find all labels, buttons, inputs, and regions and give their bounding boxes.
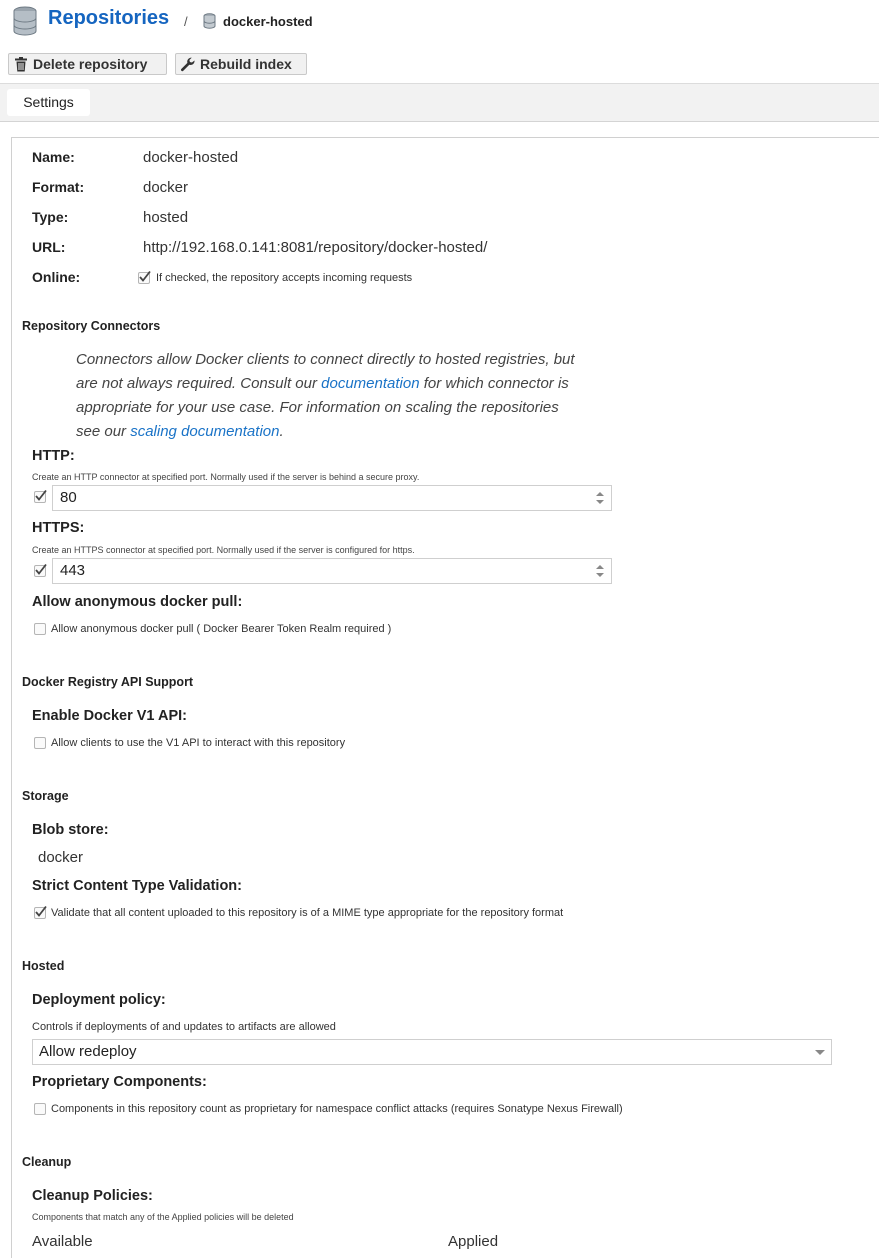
- anonymous-pull-checkbox[interactable]: [34, 623, 46, 635]
- spinner-icon[interactable]: [595, 490, 605, 506]
- url-value: http://192.168.0.141:8081/repository/docker-hosted/: [143, 239, 488, 256]
- database-icon: [12, 6, 38, 41]
- applied-list-header: Applied: [448, 1233, 499, 1250]
- checkmark-icon: [34, 563, 48, 577]
- cleanup-section-title: Cleanup: [22, 1155, 72, 1169]
- connectors-intro-text-3: .: [279, 423, 284, 440]
- checkmark-icon: [34, 905, 48, 919]
- delete-repository-button[interactable]: [8, 53, 167, 75]
- strict-validation-checkbox[interactable]: [34, 907, 46, 919]
- name-value: docker-hosted: [143, 149, 239, 166]
- online-help: If checked, the repository accepts incoming requests: [156, 272, 413, 284]
- deployment-policy-value: Allow redeploy: [39, 1043, 137, 1060]
- available-list-header: Available: [32, 1233, 93, 1250]
- type-label: Type:: [32, 209, 69, 225]
- proprietary-components-help: Components in this repository count as proprietary for namespace conflict attacks (requires Sonatype Nexus Firewall): [51, 1103, 623, 1115]
- online-label: Online:: [32, 269, 81, 285]
- breadcrumb-repository: docker-hosted: [223, 14, 313, 29]
- https-help: Create an HTTPS connector at specified port. Normally used if the server is configured for https.: [32, 545, 415, 555]
- connectors-intro-text-1: Connectors allow Docker clients to connect directly to hosted registries, but are not always required. Consult our: [76, 351, 575, 392]
- proprietary-components-checkbox[interactable]: [34, 1103, 46, 1115]
- v1-api-label: Enable Docker V1 API:: [32, 708, 187, 724]
- tab-bar: [0, 83, 879, 122]
- url-label: URL:: [32, 239, 66, 255]
- blob-store-value: docker: [38, 849, 84, 866]
- anonymous-pull-label: Allow anonymous docker pull:: [32, 594, 243, 610]
- deployment-policy-help: Controls if deployments of and updates to artifacts are allowed: [32, 1021, 336, 1033]
- http-port-value: 80: [60, 489, 77, 506]
- https-checkbox[interactable]: [34, 565, 46, 577]
- v1-api-checkbox[interactable]: [34, 737, 46, 749]
- connectors-intro-text-2: for which connector is appropriate for your use case. For information on scaling the repositories see our: [76, 375, 569, 440]
- proprietary-components-label: Proprietary Components:: [32, 1074, 207, 1090]
- storage-section-title: Storage: [22, 789, 69, 803]
- http-label: HTTP:: [32, 448, 75, 464]
- rebuild-index-label: Rebuild index: [200, 56, 292, 72]
- trash-icon: [14, 57, 28, 72]
- checkmark-icon: [34, 489, 48, 503]
- connectors-section-title: Repository Connectors: [22, 319, 161, 333]
- connectors-intro: [76, 348, 576, 444]
- https-port-input[interactable]: [52, 558, 612, 584]
- anonymous-pull-help: Allow anonymous docker pull ( Docker Bearer Token Realm required ): [51, 623, 392, 635]
- spinner-icon[interactable]: [595, 563, 605, 579]
- checkmark-icon: [138, 270, 152, 284]
- tab-settings[interactable]: Settings: [7, 89, 90, 116]
- documentation-link[interactable]: documentation: [321, 375, 420, 392]
- deployment-policy-select[interactable]: [32, 1039, 832, 1065]
- name-label: Name:: [32, 149, 75, 165]
- http-port-input[interactable]: [52, 485, 612, 511]
- repository-icon: [203, 13, 216, 34]
- strict-validation-label: Strict Content Type Validation:: [32, 878, 242, 894]
- breadcrumb-separator: /: [184, 14, 188, 29]
- https-label: HTTPS:: [32, 520, 85, 536]
- http-checkbox[interactable]: [34, 491, 46, 503]
- blob-store-label: Blob store:: [32, 822, 109, 838]
- scaling-documentation-link[interactable]: scaling documentation: [130, 423, 280, 440]
- rebuild-index-button[interactable]: [175, 53, 307, 75]
- strict-validation-help: Validate that all content uploaded to this repository is of a MIME type appropriate for the repository format: [51, 907, 564, 919]
- deployment-policy-label: Deployment policy:: [32, 992, 166, 1008]
- format-label: Format:: [32, 179, 85, 195]
- cleanup-policies-help: Components that match any of the Applied policies will be deleted: [32, 1212, 294, 1222]
- format-value: docker: [143, 179, 189, 196]
- online-checkbox[interactable]: [138, 272, 150, 284]
- registry-api-section-title: Docker Registry API Support: [22, 675, 194, 689]
- delete-repository-label: Delete repository: [33, 56, 148, 72]
- v1-api-help: Allow clients to use the V1 API to interact with this repository: [51, 737, 346, 749]
- page-title[interactable]: Repositories: [48, 7, 170, 29]
- hosted-section-title: Hosted: [22, 959, 65, 973]
- cleanup-policies-label: Cleanup Policies:: [32, 1188, 153, 1204]
- http-help: Create an HTTP connector at specified port. Normally used if the server is behind a secure proxy.: [32, 472, 420, 482]
- chevron-down-icon[interactable]: [815, 1050, 825, 1055]
- https-port-value: 443: [60, 562, 86, 579]
- type-value: hosted: [143, 209, 189, 226]
- wrench-icon: [181, 57, 196, 72]
